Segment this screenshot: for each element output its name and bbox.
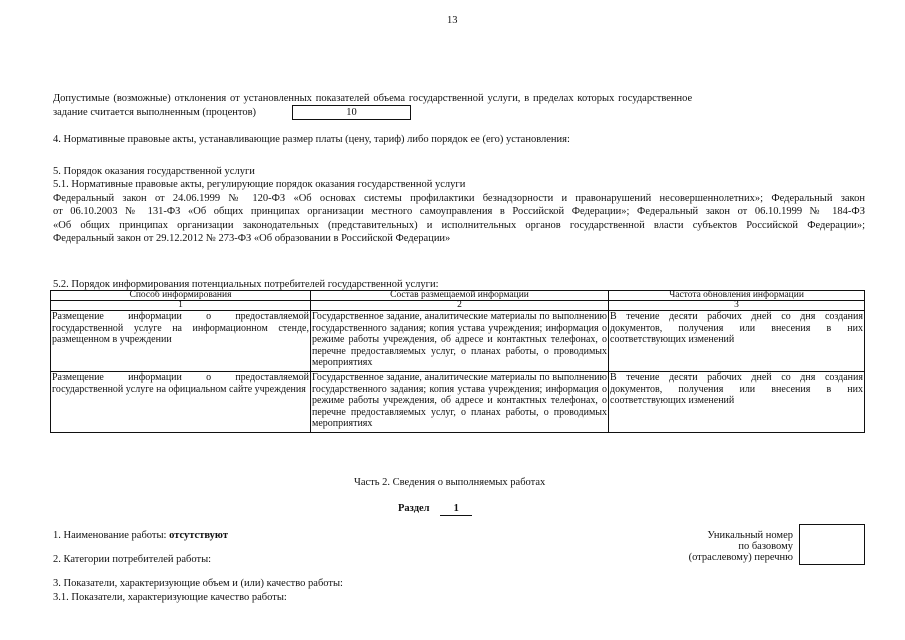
col-number: 3 [609, 301, 865, 311]
col-number: 2 [311, 301, 609, 311]
law-line-2: от 06.10.2003 № 131-ФЗ «Об общих принципах организации местного самоуправления в Российской Федерации»; Федеральный закон от 06.10.1999 № 184-ФЗ [53, 206, 865, 217]
table-number-row [51, 301, 865, 311]
row-method-text: Размещение информации о предоставляемой государственной услуге на официальном сайте учреждения [52, 372, 309, 395]
item-3: 3. Показатели, характеризующие объем и (или) качество работы: [53, 578, 343, 589]
unique-number-line-3: (отраслевому) перечню [688, 552, 793, 563]
header-content: Состав размещаемой информации [311, 291, 609, 301]
section-5-2-title: 5.2. Порядок информирования потенциальных потребителей государственной услуги: [53, 279, 439, 290]
row-content-text: Государственное задание, аналитические материалы по выполнению государственного задания; копия устава учреждения; информация о режиме работы учреждения, об адресе и контактных телефонах, о перечне предоставляемых услуг, о планах работы, о проводимых мероприятиях [312, 311, 607, 368]
unique-number-box [799, 524, 865, 565]
section-5-1-title: 5.1. Нормативные правовые акты, регулирующие порядок оказания государственной услуги [53, 179, 466, 190]
item-1-label: 1. Наименование работы: [53, 530, 167, 541]
part-2-title: Часть 2. Сведения о выполняемых работах [354, 477, 546, 488]
item-1-value: отсутствуют [169, 530, 228, 541]
table-row [51, 311, 865, 372]
header-frequency: Частота обновления информации [609, 291, 865, 301]
item-2: 2. Категории потребителей работы: [53, 554, 212, 565]
item-3-1: 3.1. Показатели, характеризующие качество работы: [53, 592, 287, 603]
item-1 [53, 530, 228, 542]
row-content [311, 311, 609, 372]
table-row [51, 372, 865, 433]
row-method-text: Размещение информации о предоставляемой государственной услуге на информационном стенде, размещенном в учреждении [52, 311, 309, 345]
section-label: Раздел [398, 503, 430, 514]
law-line-3: «Об общих принципах организации законодательных (представительных) и исполнительных органов государственной власти субъектов Российской Федерации»; [53, 220, 865, 231]
law-line-1: Федеральный закон от 24.06.1999 № 120-ФЗ «Об основах системы профилактики безнадзорности и правонарушений несовершеннолетних»; Федеральный закон [53, 193, 865, 204]
law-line-4: Федеральный закон от 29.12.2012 № 273-ФЗ «Об образовании в Российской Федерации» [53, 233, 451, 244]
unique-number-line-2: по базовому [738, 541, 793, 552]
row-method [51, 372, 311, 433]
table-header-row [51, 291, 865, 301]
section-number: 1 [440, 503, 472, 516]
row-frequency [609, 372, 865, 433]
info-table [50, 290, 865, 433]
deviation-value: 10 [292, 105, 411, 120]
section-5-title: 5. Порядок оказания государственной услуги [53, 166, 255, 177]
row-frequency-text: В течение десяти рабочих дней со дня создания документов, получения или внесения в них соответствующих изменений [610, 311, 863, 345]
row-method [51, 311, 311, 372]
section-4: 4. Нормативные правовые акты, устанавливающие размер платы (цену, тариф) либо порядок ее (его) установления: [53, 134, 570, 145]
deviation-line-1: Допустимые (возможные) отклонения от установленных показателей объема государственной услуги, в пределах которых государственное [53, 93, 693, 104]
row-content [311, 372, 609, 433]
unique-number-line-1: Уникальный номер [707, 530, 793, 541]
row-frequency-text: В течение десяти рабочих дней со дня создания документов, получения или внесения в них соответствующих изменений [610, 372, 863, 406]
deviation-line-2: задание считается выполненным (процентов) [53, 107, 257, 118]
row-frequency [609, 311, 865, 372]
section-heading [398, 503, 472, 516]
header-method: Способ информирования [51, 291, 311, 301]
page-number: 13 [447, 15, 458, 26]
col-number: 1 [51, 301, 311, 311]
row-content-text: Государственное задание, аналитические материалы по выполнению государственного задания; копия устава учреждения; информация о режиме работы учреждения, об адресе и контактных телефонах, о перечне предоставляемых услуг, о планах работы, о проводимых мероприятиях [312, 372, 607, 429]
